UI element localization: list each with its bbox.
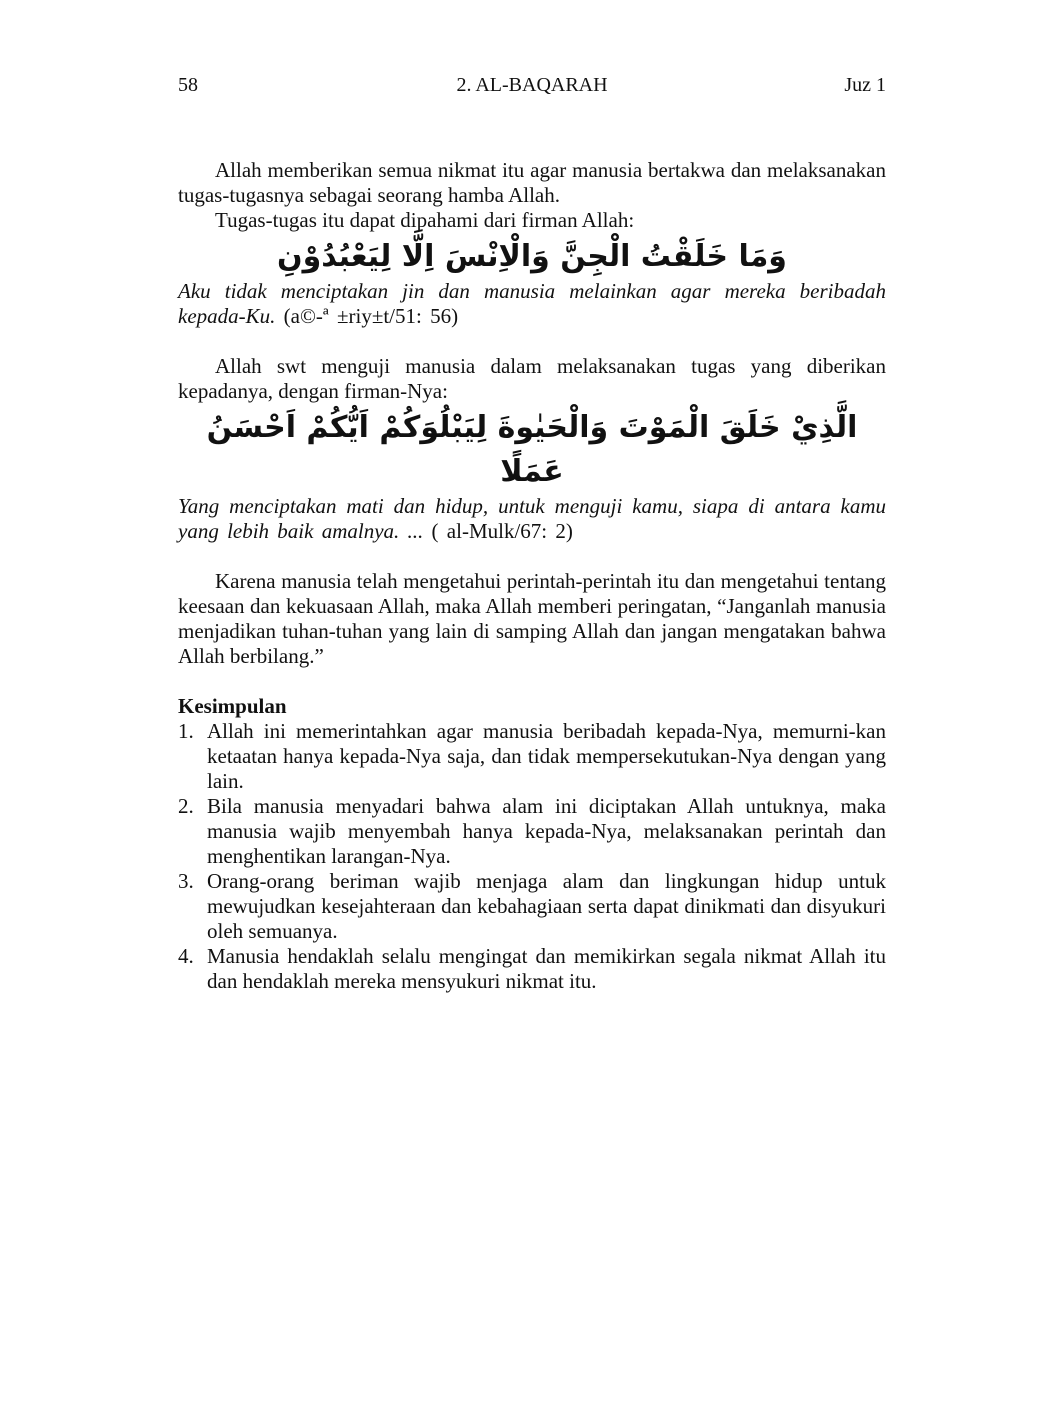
list-item-text: Bila manusia menyadari bahwa alam ini diciptakan Allah untuknya, maka manusia wajib menyembah hanya kepada-Nya, melaksanakan perintah dan menghentikan larangan-Nya.	[207, 794, 886, 868]
list-item-number: 1.	[178, 719, 194, 743]
list-item	[178, 869, 886, 944]
arabic-verse-2: الَّذِيْ خَلَقَ الْمَوْتَ وَالْحَيٰوةَ لِيَبْلُوَكُمْ اَيُّكُمْ اَحْسَنُ عَمَلًا	[206, 410, 858, 489]
page-header	[178, 72, 886, 98]
list-item-number: 2.	[178, 794, 194, 818]
list-item	[178, 944, 886, 994]
page-number: 58	[178, 74, 198, 96]
list-item	[178, 719, 886, 794]
list-item-number: 3.	[178, 869, 194, 893]
juz-label: Juz 1	[844, 74, 886, 96]
paragraph-2: Tugas-tugas itu dapat dipahami dari firman Allah:	[215, 208, 635, 232]
reference-2: ( al-Mulk/67: 2)	[431, 519, 573, 543]
reference-1: (a©-ª ±riy±t/51: 56)	[283, 304, 459, 328]
list-item-text: Orang-orang beriman wajib menjaga alam dan lingkungan hidup untuk mewujudkan kesejahteraan dan kebahagiaan serta dapat dinikmati dan disyukuri oleh semuanya.	[207, 869, 886, 943]
paragraph-3: Allah swt menguji manusia dalam melaksanakan tugas yang diberikan kepadanya, dengan firman-Nya:	[178, 354, 886, 403]
chapter-title: 2. AL-BAQARAH	[456, 74, 608, 96]
list-item-text: Manusia hendaklah selalu mengingat dan memikirkan segala nikmat Allah itu dan hendaklah mereka mensyukuri nikmat itu.	[207, 944, 886, 993]
conclusion-heading: Kesimpulan	[178, 694, 287, 718]
translation-1	[178, 279, 886, 329]
translation-2	[178, 494, 886, 544]
translation-1-text: Aku tidak menciptakan jin dan manusia melainkan agar mereka beribadah kepada-Ku.	[178, 279, 886, 328]
list-item-number: 4.	[178, 944, 194, 968]
translation-2-text: Yang menciptakan mati dan hidup, untuk menguji kamu, siapa di antara kamu yang lebih baik amalnya. ...	[178, 494, 886, 543]
paragraph-1: Allah memberikan semua nikmat itu agar manusia bertakwa dan melaksanakan tugas-tugasnya sebagai seorang hamba Allah.	[178, 158, 886, 207]
page-body	[178, 158, 886, 994]
paragraph-4: Karena manusia telah mengetahui perintah-perintah itu dan mengetahui tentang keesaan dan kekuasaan Allah, maka Allah memberi peringatan, “Janganlah manusia menjadikan tuhan-tuhan yang lain di samping Allah dan jangan mengatakan bahwa Allah berbilang.”	[178, 569, 886, 668]
list-item	[178, 794, 886, 869]
arabic-verse-1: وَمَا خَلَقْتُ الْجِنَّ وَالْاِنْسَ اِلَّا لِيَعْبُدُوْنِ	[277, 239, 787, 274]
conclusion-list	[178, 719, 886, 994]
list-item-text: Allah ini memerintahkan agar manusia beribadah kepada-Nya, memurni-kan ketaatan hanya kepada-Nya saja, dan tidak mempersekutukan-Nya dengan yang lain.	[207, 719, 886, 793]
